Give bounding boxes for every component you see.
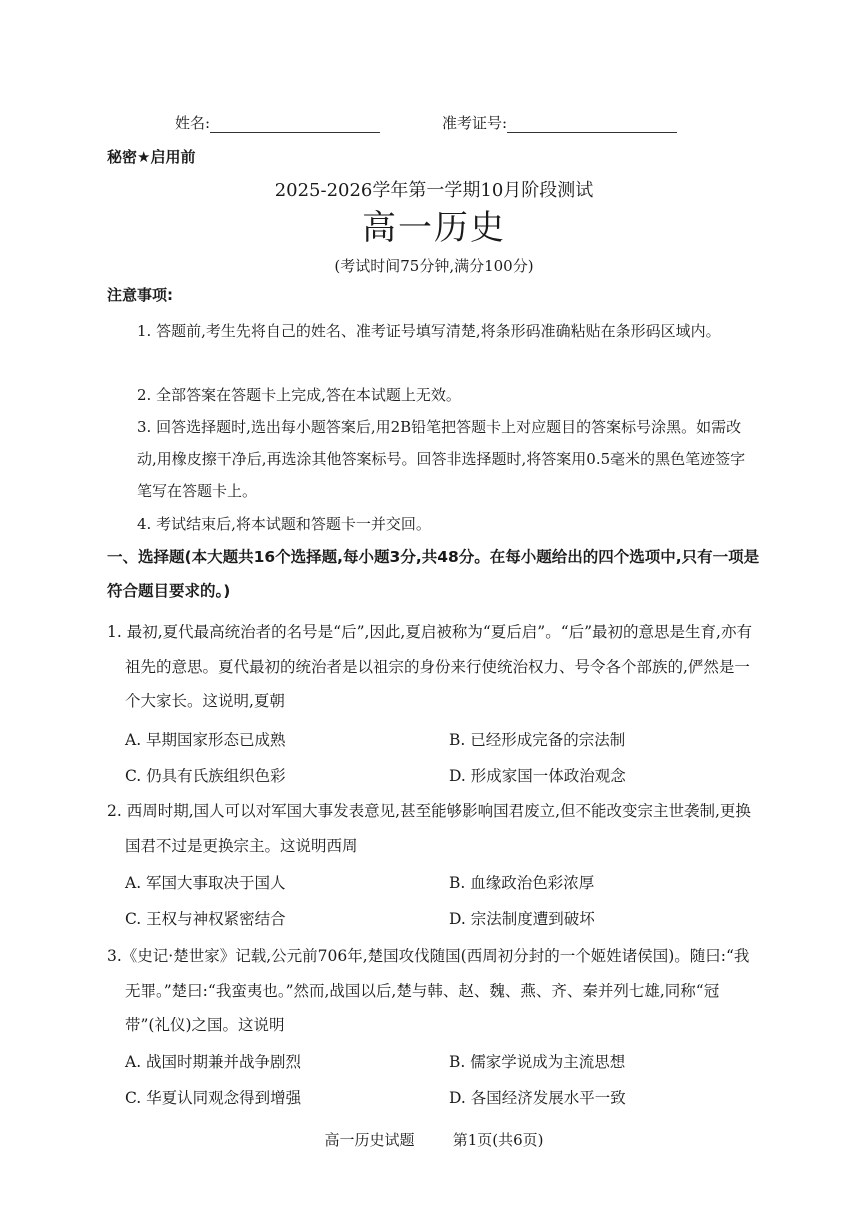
note-item-2: 2. 全部答案在答题卡上完成,答在本试题上无效。: [137, 386, 461, 404]
name-blank-line[interactable]: [210, 116, 380, 133]
question-stem: 1. 最初,夏代最高统治者的名号是“后”,因此,夏启被称为“夏后启”。“后”最初的意思是生育,亦有祖先的意思。夏代最初的统治者是以祖宗的身份来行使统治权力、号令各个部族的,俨然是一个大家长。这说明,夏朝: [107, 623, 752, 710]
page-footer: [0, 1129, 868, 1150]
option-b[interactable]: B. 已经形成完备的宗法制: [449, 731, 626, 749]
note-item-3: 3. 回答选择题时,选出每小题答案后,用2B铅笔把答题卡上对应题目的答案标号涂黑。如需改动,用橡皮擦干净后,再选涂其他答案标号。回答非选择题时,将答案用0.5毫米的黑色笔迹签字笔写在答题卡上。: [137, 418, 746, 500]
ticket-number-blank-line[interactable]: [507, 116, 677, 133]
note-item-4: 4. 考试结束后,将本试题和答题卡一并交回。: [137, 515, 431, 533]
question-1: [107, 615, 762, 719]
question-stem: 3.《史记·楚世家》记载,公元前706年,楚国攻伐随国(西周初分封的一个姬姓诸侯国)。随曰:“我无罪。”楚曰:“我蛮夷也。”然而,战国以后,楚与韩、赵、魏、燕、齐、秦并列七雄,同称“冠带”(礼仪)之国。这说明: [107, 947, 750, 1034]
section-heading: 一、选择题(本大题共16个选择题,每小题3分,共48分。在每小题给出的四个选项中,只有一项是符合题目要求的。): [107, 548, 760, 600]
option-b[interactable]: B. 儒家学说成为主流思想: [449, 1053, 626, 1071]
option-d[interactable]: D. 宗法制度遭到破坏: [449, 910, 595, 928]
ticket-number-field[interactable]: [442, 112, 677, 133]
option-c[interactable]: C. 仍具有氏族组织色彩: [125, 767, 286, 785]
footer-page-number: 第1页(共6页): [452, 1131, 544, 1149]
exam-title: 高一历史: [362, 208, 506, 248]
option-d[interactable]: D. 形成家国一体政治观念: [449, 767, 626, 785]
option-a[interactable]: A. 早期国家形态已成熟: [125, 731, 286, 749]
notes-heading: 注意事项:: [107, 286, 173, 304]
option-c[interactable]: C. 华夏认同观念得到增强: [125, 1089, 302, 1107]
ticket-number-label: 准考证号:: [442, 114, 508, 132]
option-c[interactable]: C. 王权与神权紧密结合: [125, 910, 286, 928]
note-item-1: 1. 答题前,考生先将自己的姓名、准考证号填写清楚,将条形码准确粘贴在条形码区域内。: [137, 322, 721, 340]
option-a[interactable]: A. 战国时期兼并战争剧烈: [125, 1053, 302, 1071]
candidate-info-row: [175, 112, 508, 133]
exam-subtitle: 2025-2026学年第一学期10月阶段测试: [274, 180, 594, 201]
exam-time-info: (考试时间75分钟,满分100分): [334, 257, 534, 275]
option-b[interactable]: B. 血缘政治色彩浓厚: [449, 874, 595, 892]
option-d[interactable]: D. 各国经济发展水平一致: [449, 1089, 626, 1107]
question-stem: 2. 西周时期,国人可以对军国大事发表意见,甚至能够影响国君废立,但不能改变宗主世袭制,更换国君不过是更换宗主。这说明西周: [107, 802, 751, 855]
question-3: [107, 939, 762, 1043]
secret-mark: 秘密★启用前: [107, 148, 196, 166]
footer-subject: 高一历史试题: [324, 1131, 415, 1149]
name-label: 姓名:: [175, 114, 211, 132]
name-field[interactable]: [175, 112, 380, 133]
option-a[interactable]: A. 军国大事取决于国人: [125, 874, 286, 892]
question-2: [107, 794, 762, 863]
